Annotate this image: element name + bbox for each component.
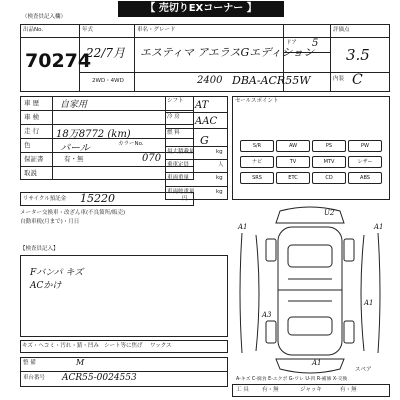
- damage-mark: A1: [364, 299, 374, 307]
- lot-label: 出品No.: [23, 27, 44, 33]
- selling-point-7: レザー: [348, 156, 382, 168]
- chassis-value: ACR55-0024553: [62, 373, 137, 383]
- model-value: DBA-ACR55W: [232, 74, 311, 87]
- selling-point-10: CD: [312, 172, 346, 184]
- damage-mark: A1: [312, 359, 322, 367]
- doors-label: ドア: [286, 40, 297, 46]
- gross-weight-label: 車両総重量: [167, 189, 195, 195]
- color-no-value: 070: [142, 153, 162, 164]
- selling-point-11: ABS: [348, 172, 382, 184]
- selling-point-8: SRS: [240, 172, 274, 184]
- warranty-value: 有・無: [64, 155, 84, 163]
- cc-value: 2400: [197, 75, 223, 86]
- selling-point-5: TV: [276, 156, 310, 168]
- selling-point-0: S/R: [240, 140, 274, 152]
- color-value: パール: [60, 143, 90, 154]
- selling-point-3: PW: [348, 140, 382, 152]
- manual-label: 取説: [24, 169, 37, 177]
- name-label: 車名・グレード: [137, 27, 176, 33]
- flag-1: メーター交換車・改ざん車(不良箇所/販売): [20, 210, 126, 216]
- car-damage-diagram: [232, 205, 390, 375]
- payload-unit: kg: [216, 149, 223, 155]
- selling-point-4: ナビ: [240, 156, 274, 168]
- payload-label: 最大積載量: [167, 149, 195, 155]
- mileage-value: 18万8772 (km): [56, 129, 131, 140]
- selling-point-2: PS: [312, 140, 346, 152]
- damage-mark: A3: [262, 311, 272, 319]
- condition-cell-2: シート等に焦げ: [104, 343, 143, 349]
- inspection-label: 車 検: [24, 113, 40, 121]
- mileage-label: 走 行: [24, 127, 40, 135]
- damage-mark: U2: [324, 209, 335, 217]
- condition-cell-3: ワックス: [150, 343, 172, 349]
- tools-label: 工 具: [236, 387, 249, 393]
- capacity-unit: 人: [218, 162, 224, 168]
- weight-unit: kg: [216, 175, 223, 181]
- damage-mark: A1: [238, 223, 248, 231]
- year-value: 22/7月: [86, 46, 125, 60]
- lot-number: 70274: [25, 50, 92, 72]
- warranty-label: 保証書: [24, 155, 44, 163]
- year-label: 年式: [82, 27, 94, 33]
- score-value: 3.5: [346, 46, 370, 64]
- recycle-value: 15220: [80, 192, 115, 205]
- fuel-value: G: [200, 134, 209, 147]
- color-no-label: カラーNo.: [118, 141, 144, 147]
- chassis-label: 車台番号: [23, 375, 46, 381]
- inspector-note-1: Fバンパ キズ: [30, 268, 84, 278]
- interior-value: C: [352, 72, 363, 88]
- maintenance-label: 整 備: [23, 360, 36, 366]
- shift-label: シフト: [167, 98, 184, 104]
- spare-label: スペア: [355, 367, 372, 373]
- history-label: 車 歴: [24, 99, 40, 107]
- selling-point-1: AW: [276, 140, 310, 152]
- name-value: エスティマ アエラスGエディション: [140, 46, 315, 59]
- recycle-unit: 円: [182, 196, 188, 202]
- score-label: 評価点: [333, 27, 350, 33]
- gross-weight-unit: kg: [216, 189, 223, 195]
- flag-2: 自動車税(月まで)・月日: [20, 219, 80, 225]
- damage-legend: A-キズ C-腐食 E-エクボ G-ワレ U-凹 R-補修 X-交換: [236, 377, 348, 382]
- recycle-label: リサイクル預託金: [23, 196, 67, 202]
- tools-value: 有・無: [262, 387, 279, 393]
- inspector-note: （検査員記入欄）: [22, 14, 67, 20]
- ac-label: 冷 房: [167, 114, 180, 120]
- interior-label: 内装: [333, 76, 345, 82]
- ac-value: AAC: [195, 116, 218, 127]
- jack-value: 有・無: [340, 387, 357, 393]
- fuel-label: 燃 料: [167, 130, 180, 136]
- drive-label: 2WD・4WD: [92, 78, 124, 84]
- damage-mark: A1: [374, 223, 384, 231]
- capacity-label: 乗車定員: [167, 162, 190, 168]
- jack-label: ジャッキ: [300, 387, 322, 393]
- inspector-note-2: ACかけ: [30, 281, 62, 291]
- shift-value: AT: [195, 100, 209, 111]
- history-value: 自家用: [60, 100, 88, 110]
- doors-value: 5: [312, 38, 319, 49]
- corner-title: 【 売切りEXコーナー 】: [118, 1, 284, 17]
- selling-point-6: MTV: [312, 156, 346, 168]
- weight-label: 車両重量: [167, 175, 190, 181]
- selling-points-label: セールスポイント: [235, 98, 279, 104]
- maintenance-value: M: [76, 358, 85, 367]
- inspector-label: 【検査員記入】: [20, 246, 59, 252]
- selling-point-9: ETC: [276, 172, 310, 184]
- condition-cell-1: キズ・ヘコミ・汚れ・錆・凹み: [22, 343, 99, 349]
- color-label: 色: [24, 141, 31, 149]
